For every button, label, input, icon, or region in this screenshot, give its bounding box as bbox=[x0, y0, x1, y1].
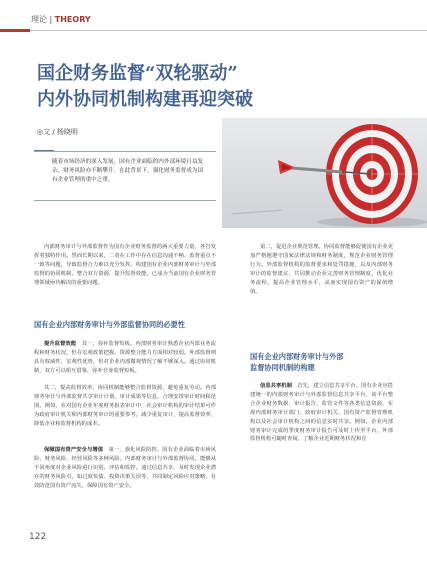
header-section-label bbox=[31, 14, 91, 25]
col1-paragraph-2-lead: 提升监督效能 bbox=[44, 341, 77, 347]
section-cn: 理论 bbox=[31, 15, 47, 24]
abstract-bottom-rule bbox=[34, 200, 216, 201]
header-accent bbox=[0, 29, 30, 32]
col2-heading-1-line2: 监督协同机制的构建 bbox=[250, 363, 315, 372]
col2-paragraph-1: 第二，促进企业规范管理。协同监督能够促使国有企业更加严格地遵守国家法律法规和财务制度，规范企业财务管理行为。外部监督机构的监督要求和处罚措施，以及内部财务审计的监督建议，共同推动企业完善财务管理制度，优化业务流程，提高企业管理水平，从而实现国有资产的保值增值。 bbox=[250, 244, 393, 295]
col2-paragraph-2 bbox=[250, 382, 393, 444]
page-number: 122 bbox=[29, 532, 47, 542]
dartboard-photo bbox=[222, 118, 427, 228]
article-title-line2: 内外协同机制构建再迎突破 bbox=[37, 89, 253, 110]
col1-paragraph-2-text: 其一，弥补监督短板。内部财务审计熟悉企业内部业务流程和财务状况，但在宏观政策把握、资源整合能力方面相对较弱。外部监督则具有权威性、宏观性优势，但对企业内部微观情况了解不够深入。通过协同机制，双方可以相互借鉴，弥补自身监督短板。 bbox=[34, 341, 216, 374]
col1-paragraph-3: 其二，提高监督效率。协同机制能够整合监督资源，避免重复劳动。内部财务审计与外部监督共享审计计划、审计成果等信息，合理安排审计时间和范围。例如，在对国有企业年度财务报表审计中，社会审计机构的审计结果可作为政府审计机关和内部财务审计的重要参考，减少重复审计，提高监督效率，降低企业和监督机构的成本。 bbox=[34, 385, 216, 427]
col1-heading-1: 国有企业内部财务审计与外部监督协同的必要性 bbox=[34, 320, 185, 329]
col1-paragraph-4 bbox=[34, 446, 216, 491]
col1-paragraph-4-lead: 保障国有资产安全与增值 bbox=[44, 447, 104, 453]
col2-heading-1-line1: 国有企业内部财务审计与外部 bbox=[250, 352, 344, 361]
section-en: THEORY bbox=[54, 15, 91, 24]
dartboard-icon bbox=[326, 124, 418, 224]
author-byline: ◎文 / 杨晓明 bbox=[37, 128, 78, 136]
col2-paragraph-2-text: 首先，建立信息共享平台。国有企业应搭建统一的内部财务审计与外部监督信息共享平台，该平台整合企业财务数据、审计报告、监管文件等各类信息资源，实现内部财务审计部门、政府审计机关、国有资产监督管理机构以及社会审计机构之间的信息实时共享。例如，企业内部财务审计完成的季度财务审计报告可及时上传至平台，外部监督机构可随时查阅，了解企业近期财务状况和存 bbox=[250, 383, 393, 443]
col1-paragraph-1: 内部财务审计与外部监督作为国有企业财务监督的两大重要力量，各自发挥着独特作用。然而长期以来，二者在工作中存在信息沟通不畅、监督重点不一致等问题，导致监督合力难以充分发挥。构建国有企业内部财务审计与外部监督的协同机制，整合双方资源，提升监督效能，已成为当前国有企业财务管理领域亟待解决的重要问题。 bbox=[34, 244, 216, 286]
section-separator: | bbox=[47, 15, 55, 24]
col1-paragraph-4-text: 第一，强化风险防控。国有企业面临着市场风险、财务风险、经营风险等多种风险。内部财务审计与外部监督协同，能够从不同角度对企业风险进行识别、评估和监控。通过信息共享，及时发现企业潜在的财务风险点，如过度负债、投资决策失误等，共同制定风险应对策略，有效防范国有资产流失，保障国有资产安全。 bbox=[34, 447, 216, 489]
article-title-line1: 国企财务监督“双轮驱动” bbox=[37, 63, 238, 84]
abstract-top-rule bbox=[34, 151, 216, 152]
header-rule bbox=[0, 30, 427, 31]
abstract-text: 随着市场经济的深入发展，国有企业面临的内外部环境日益复杂，财务风险亦不断攀升。在此背景下，强化财务监督成为国有企业管理的重中之重。 bbox=[52, 159, 204, 184]
col1-paragraph-2 bbox=[34, 340, 216, 376]
col2-paragraph-2-lead: 信息共享机制 bbox=[260, 383, 292, 389]
